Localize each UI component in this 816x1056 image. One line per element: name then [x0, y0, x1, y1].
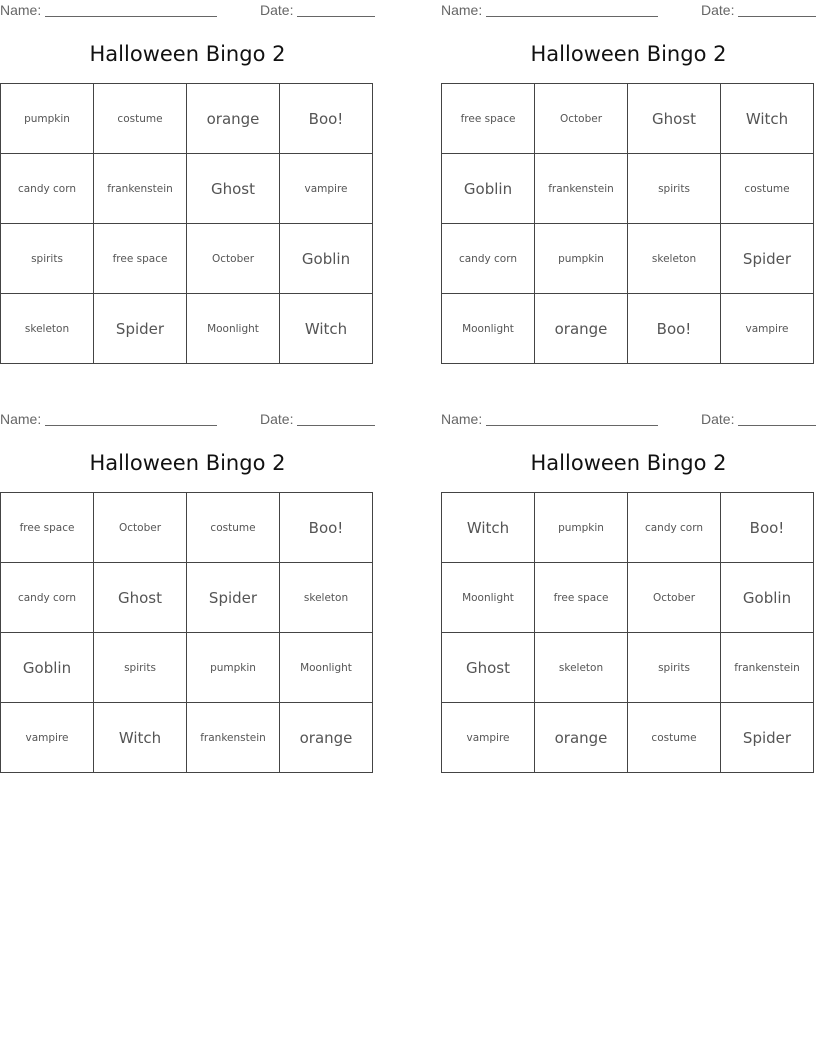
card-header — [441, 409, 816, 431]
bingo-cell: skeleton — [535, 633, 628, 703]
bingo-cell: spirits — [628, 633, 721, 703]
bingo-cell: Boo! — [280, 84, 373, 154]
grid-row — [442, 294, 814, 364]
card-header — [441, 0, 816, 22]
date-line — [738, 16, 816, 17]
bingo-cell: skeleton — [1, 294, 94, 364]
bingo-cell: skeleton — [628, 224, 721, 294]
bingo-grid — [441, 83, 814, 364]
grid-row — [1, 294, 373, 364]
bingo-cell: free space — [1, 493, 94, 563]
name-label: Name: — [0, 411, 42, 427]
bingo-cell: Witch — [94, 703, 187, 773]
card-title: Halloween Bingo 2 — [530, 451, 727, 475]
bingo-cell: October — [187, 224, 280, 294]
grid-row — [442, 633, 814, 703]
date-line — [297, 425, 375, 426]
bingo-cell: vampire — [280, 154, 373, 224]
bingo-cell: costume — [187, 493, 280, 563]
bingo-cell: Goblin — [442, 154, 535, 224]
card-title: Halloween Bingo 2 — [89, 451, 286, 475]
bingo-grid — [441, 492, 814, 773]
bingo-cell: Spider — [187, 563, 280, 633]
name-label: Name: — [441, 2, 483, 18]
bingo-cell: Ghost — [187, 154, 280, 224]
bingo-cell: pumpkin — [535, 493, 628, 563]
name-line — [45, 16, 217, 17]
date-label: Date: — [260, 2, 294, 18]
bingo-cell: frankenstein — [535, 154, 628, 224]
bingo-cell: pumpkin — [535, 224, 628, 294]
bingo-cell: candy corn — [1, 154, 94, 224]
bingo-cell: Moonlight — [280, 633, 373, 703]
bingo-cell: vampire — [442, 703, 535, 773]
bingo-cell: spirits — [628, 154, 721, 224]
bingo-cell: candy corn — [1, 563, 94, 633]
grid-row — [1, 633, 373, 703]
bingo-cell: Spider — [721, 703, 814, 773]
bingo-grid — [0, 83, 373, 364]
bingo-cell: Ghost — [628, 84, 721, 154]
bingo-cell: orange — [187, 84, 280, 154]
grid-row — [442, 563, 814, 633]
grid-row — [442, 224, 814, 294]
bingo-cell: candy corn — [442, 224, 535, 294]
bingo-cell: Ghost — [94, 563, 187, 633]
date-label: Date: — [260, 411, 294, 427]
bingo-cell: frankenstein — [187, 703, 280, 773]
bingo-cell: Moonlight — [442, 294, 535, 364]
bingo-cell: pumpkin — [1, 84, 94, 154]
grid-row — [442, 84, 814, 154]
bingo-cell: Spider — [721, 224, 814, 294]
card-header — [0, 0, 375, 22]
bingo-cell: Spider — [94, 294, 187, 364]
date-line — [297, 16, 375, 17]
bingo-cell: spirits — [94, 633, 187, 703]
bingo-cell: Boo! — [721, 493, 814, 563]
bingo-cell: free space — [94, 224, 187, 294]
name-line — [486, 425, 658, 426]
name-line — [486, 16, 658, 17]
bingo-cell: costume — [721, 154, 814, 224]
card-title: Halloween Bingo 2 — [89, 42, 286, 66]
bingo-grid — [0, 492, 373, 773]
bingo-cell: costume — [628, 703, 721, 773]
bingo-cell: October — [94, 493, 187, 563]
bingo-cell: vampire — [721, 294, 814, 364]
bingo-cell: Moonlight — [187, 294, 280, 364]
grid-row — [442, 154, 814, 224]
bingo-cell: Moonlight — [442, 563, 535, 633]
bingo-cell: orange — [280, 703, 373, 773]
bingo-cell: Goblin — [280, 224, 373, 294]
card-title: Halloween Bingo 2 — [530, 42, 727, 66]
grid-row — [1, 703, 373, 773]
bingo-cell: Witch — [280, 294, 373, 364]
bingo-cell: Goblin — [721, 563, 814, 633]
bingo-card — [441, 409, 816, 747]
date-line — [738, 425, 816, 426]
bingo-cell: October — [628, 563, 721, 633]
date-label: Date: — [701, 411, 735, 427]
bingo-cell: free space — [442, 84, 535, 154]
grid-row — [1, 563, 373, 633]
card-header — [0, 409, 375, 431]
bingo-cell: free space — [535, 563, 628, 633]
grid-row — [1, 84, 373, 154]
bingo-card — [0, 0, 375, 338]
bingo-cell: skeleton — [280, 563, 373, 633]
bingo-cell: Witch — [721, 84, 814, 154]
bingo-cell: costume — [94, 84, 187, 154]
bingo-cell: orange — [535, 703, 628, 773]
grid-row — [1, 154, 373, 224]
bingo-cell: Boo! — [280, 493, 373, 563]
name-label: Name: — [441, 411, 483, 427]
bingo-card — [441, 0, 816, 338]
bingo-cell: orange — [535, 294, 628, 364]
bingo-cell: Goblin — [1, 633, 94, 703]
bingo-cell: Boo! — [628, 294, 721, 364]
bingo-cell: candy corn — [628, 493, 721, 563]
bingo-card — [0, 409, 375, 747]
bingo-cell: Witch — [442, 493, 535, 563]
name-label: Name: — [0, 2, 42, 18]
bingo-cell: spirits — [1, 224, 94, 294]
grid-row — [442, 493, 814, 563]
bingo-cell: October — [535, 84, 628, 154]
bingo-cell: vampire — [1, 703, 94, 773]
bingo-cell: Ghost — [442, 633, 535, 703]
bingo-cell: frankenstein — [94, 154, 187, 224]
grid-row — [442, 703, 814, 773]
grid-row — [1, 493, 373, 563]
bingo-cell: pumpkin — [187, 633, 280, 703]
name-line — [45, 425, 217, 426]
grid-row — [1, 224, 373, 294]
bingo-cell: frankenstein — [721, 633, 814, 703]
date-label: Date: — [701, 2, 735, 18]
